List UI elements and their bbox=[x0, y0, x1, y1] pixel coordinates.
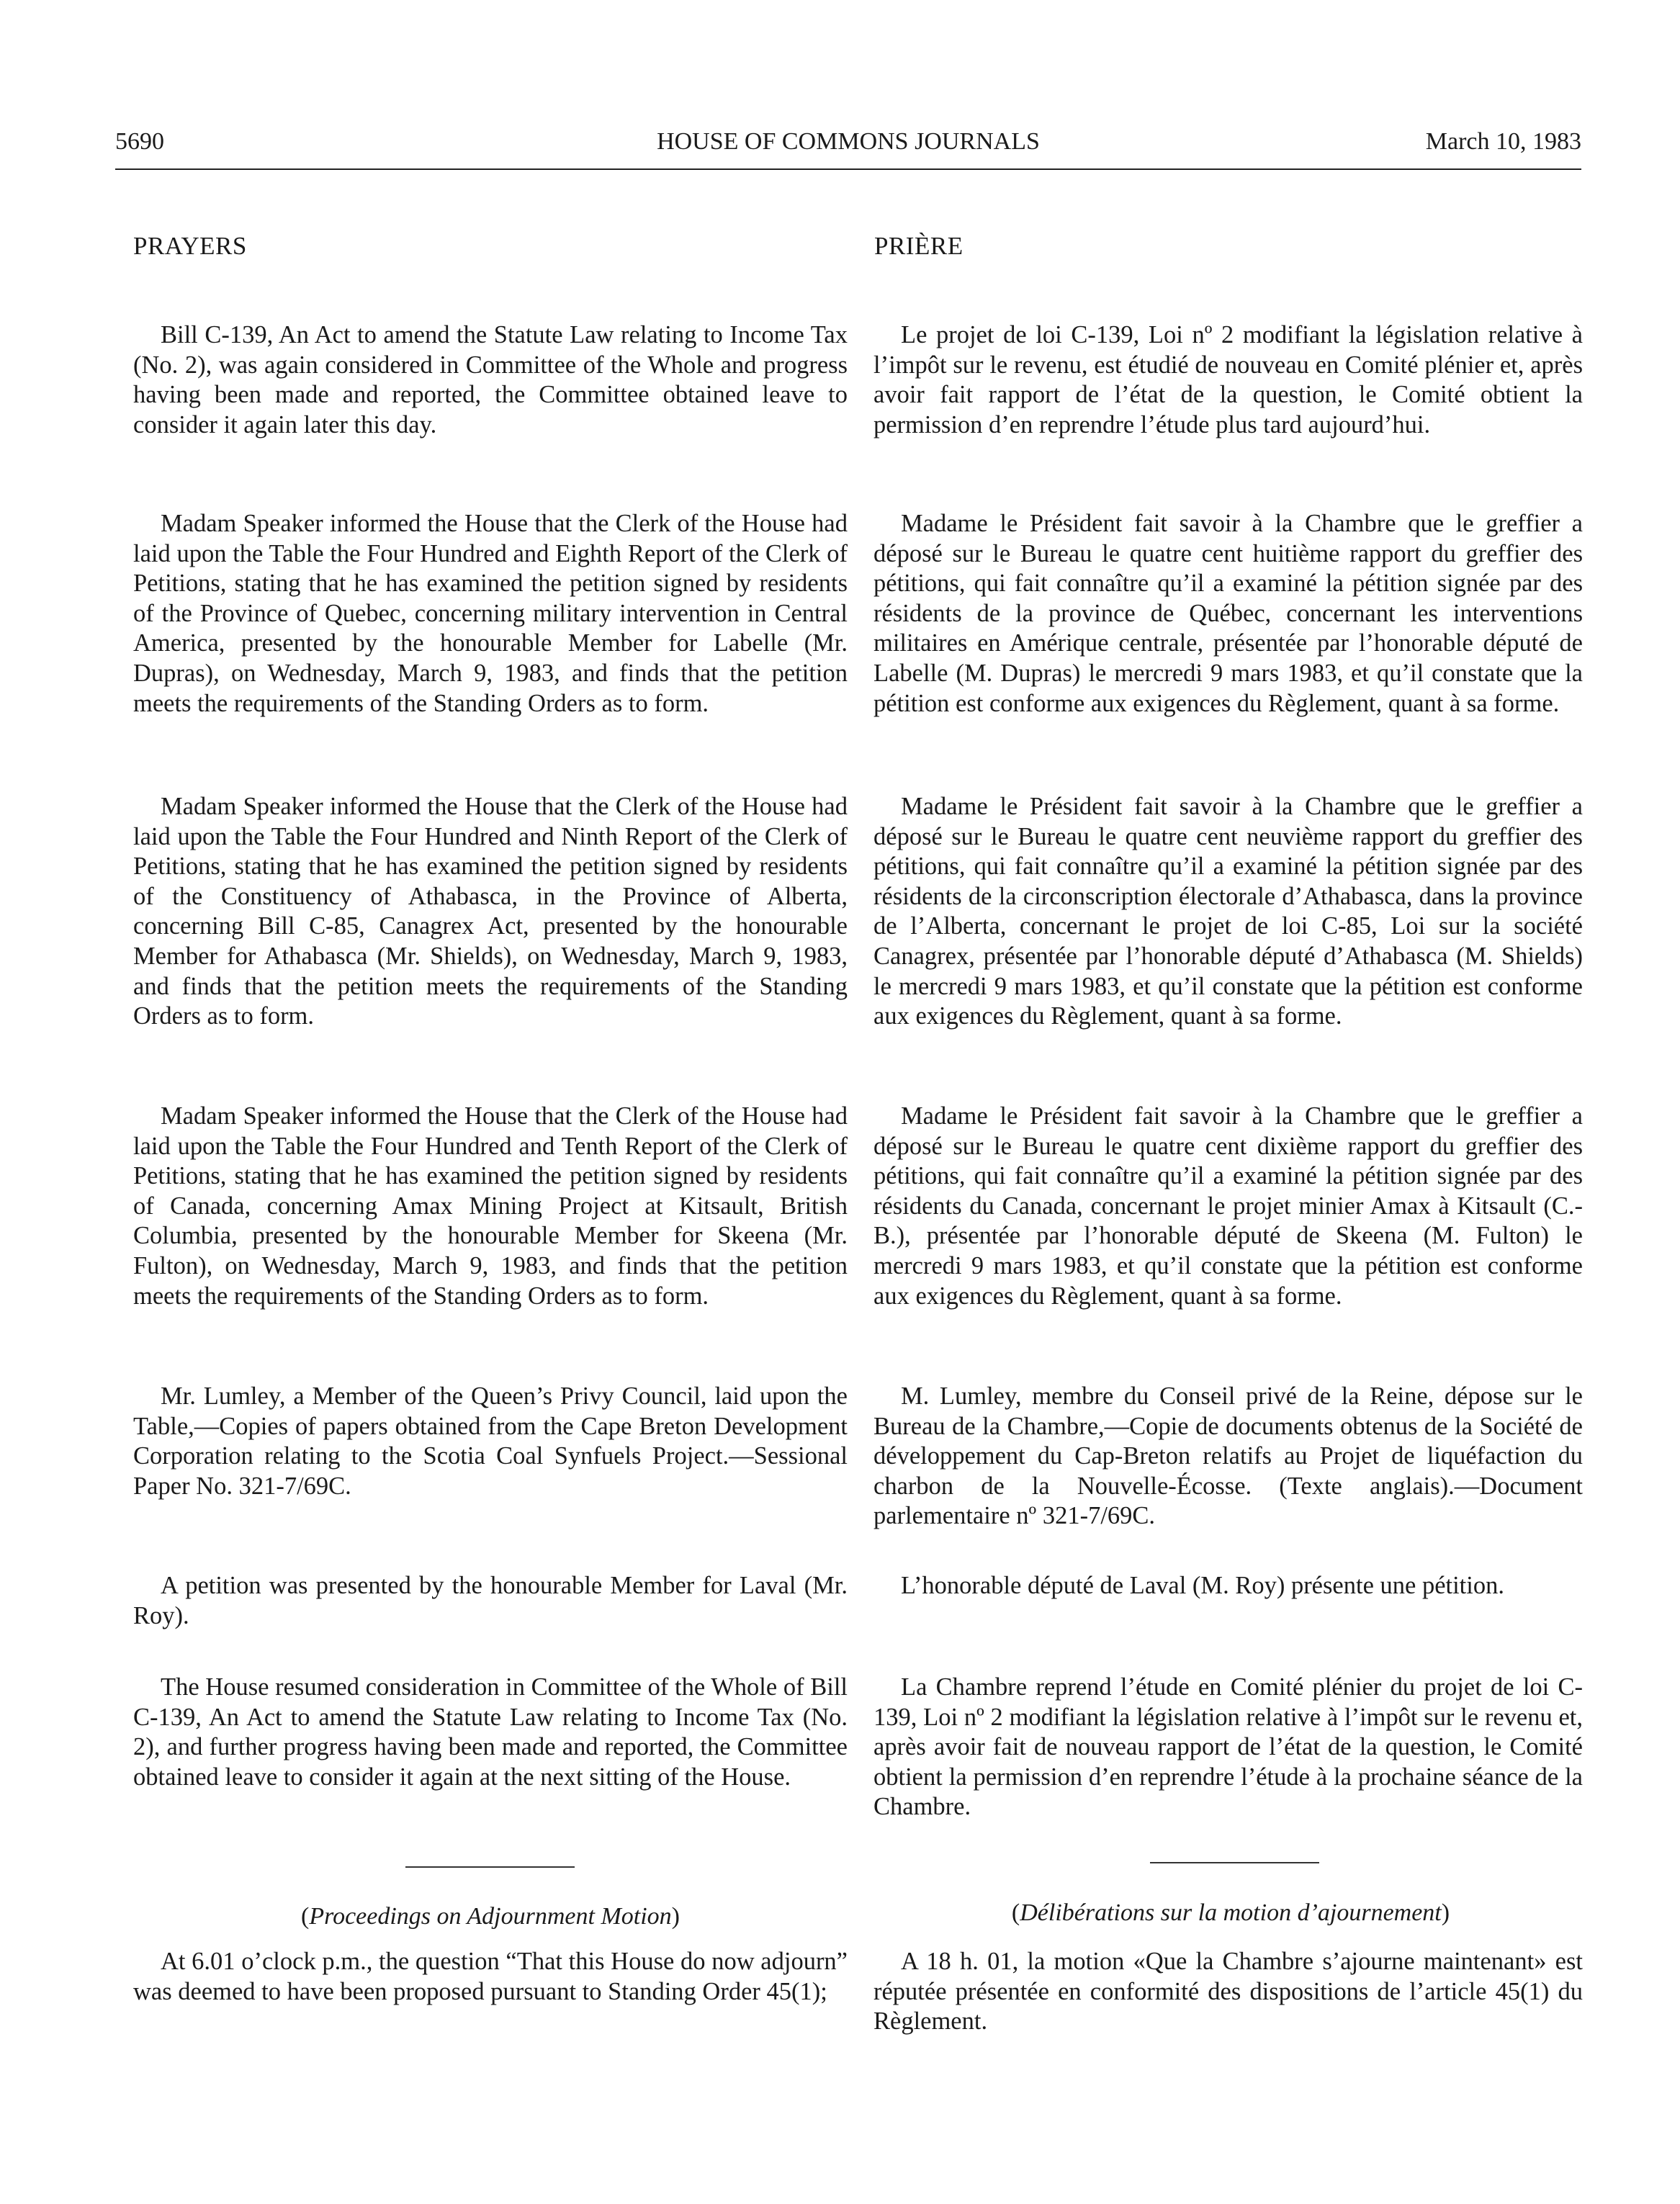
paragraph: Mr. Lumley, a Member of the Queen’s Privy Council, laid upon the Table,—Copies of papers obtained from the Cape Breton Development Corporation relating to the Scotia Coal Synfuels Project.—Sessional Paper No. 321-7/69C. bbox=[133, 1382, 848, 1500]
paragraph: L’honorable député de Laval (M. Roy) présente une pétition. bbox=[901, 1572, 1504, 1599]
paragraph: Le projet de loi C-139, Loi nº 2 modifiant la législation relative à l’impôt sur le revenu, est étudié de nouveau en Comité plénier et, après avoir fait rapport de l’état de la question, le Comité obtient la permission d’en reprendre l’étude plus tard aujourd’hui. bbox=[873, 321, 1583, 438]
journal-title: HOUSE OF COMMONS JOURNALS bbox=[657, 128, 1040, 155]
paragraph: At 6.01 o’clock p.m., the question “That this House do now adjourn” was deemed to have been proposed pursuant to Standing Order 45(1); bbox=[133, 1948, 848, 2005]
paragraph: Madame le Président fait savoir à la Chambre que le greffier a déposé sur le Bureau le quatre cent dixième rapport du greffier des pétitions, qui fait connaître qu’il a examiné la pétition signée par des résidents du Canada, concernant le projet minier Amax à Kitsault (C.-B.), présentée par l’honorable député de Skeena (M. Fulton) le mercredi 9 mars 1983, et qu’il constate que la pétition est conforme aux exigences du Règlement, quant à sa forme. bbox=[873, 1102, 1583, 1310]
section-separator bbox=[405, 1866, 575, 1868]
section-heading: PRAYERS bbox=[133, 232, 247, 260]
paragraph: The House resumed consideration in Committee of the Whole of Bill C-139, An Act to amend the Statute Law relating to Income Tax (No. 2), and further progress having been made and reported, the Committee obtained leave to consider it again at the next sitting of the House. bbox=[133, 1673, 848, 1791]
section-caption: (Délibérations sur la motion d’ajournement) bbox=[1011, 1899, 1450, 1926]
journal-date: March 10, 1983 bbox=[1425, 128, 1581, 155]
paragraph: Madam Speaker informed the House that the Clerk of the House had laid upon the Table the Four Hundred and Eighth Report of the Clerk of Petitions, stating that he has examined the petition signed by residents of the Province of Quebec, concerning military intervention in Central America, presented by the honourable Member for Labelle (Mr. Dupras), on Wednesday, March 9, 1983, and finds that the petition meets the requirements of the Standing Orders as to form. bbox=[133, 510, 848, 717]
paragraph: Bill C-139, An Act to amend the Statute Law relating to Income Tax (No. 2), was again considered in Committee of the Whole and progress having been made and reported, the Committee obtained leave to consider it again later this day. bbox=[133, 321, 848, 438]
paragraph: Madame le Président fait savoir à la Chambre que le greffier a déposé sur le Bureau le quatre cent neuvième rapport du greffier des pétitions, qui fait connaître qu’il a examiné la pétition signée par des résidents de la circonscription électorale d’Athabasca, dans la province de l’Alberta, concernant le projet de loi C-85, Loi sur la société Canagrex, présentée par l’honorable député d’Athabasca (M. Shields) le mercredi 9 mars 1983, et qu’il constate que la pétition est conforme aux exigences du Règlement, quant à sa forme. bbox=[873, 793, 1583, 1030]
page-header bbox=[115, 128, 1581, 171]
section-separator bbox=[1150, 1862, 1319, 1863]
paragraph: A 18 h. 01, la motion «Que la Chambre s’ajourne maintenant» est réputée présentée en conformité des dispositions de l’article 45(1) du Règlement. bbox=[873, 1948, 1583, 2036]
section-heading: PRIÈRE bbox=[874, 232, 963, 260]
section-caption: (Proceedings on Adjournment Motion) bbox=[301, 1903, 680, 1930]
paragraph: Madam Speaker informed the House that the Clerk of the House had laid upon the Table the Four Hundred and Tenth Report of the Clerk of Petitions, stating that he has examined the petition signed by residents of Canada, concerning Amax Mining Project at Kitsault, British Columbia, presented by the honourable Member for Skeena (Mr. Fulton), on Wednesday, March 9, 1983, and finds that the petition meets the requirements of the Standing Orders as to form. bbox=[133, 1102, 848, 1310]
page-number: 5690 bbox=[115, 128, 164, 155]
paragraph: Madam Speaker informed the House that the Clerk of the House had laid upon the Table the Four Hundred and Ninth Report of the Clerk of Petitions, stating that he has examined the petition signed by residents of the Constituency of Athabasca, in the Province of Alberta, concerning Bill C-85, Canagrex Act, presented by the honourable Member for Athabasca (Mr. Shields), on Wednesday, March 9, 1983, and finds that the petition meets the requirements of the Standing Orders as to form. bbox=[133, 793, 848, 1030]
paragraph: Madame le Président fait savoir à la Chambre que le greffier a déposé sur le Bureau le quatre cent huitième rapport du greffier des pétitions, qui fait connaître qu’il a examiné la pétition signée par des résidents de la province de Québec, concernant les interventions militaires en Amérique centrale, présentée par l’honorable député de Labelle (M. Dupras) le mercredi 9 mars 1983, et qu’il constate que la pétition est conforme aux exigences du Règlement, quant à sa forme. bbox=[873, 510, 1583, 717]
header-rule bbox=[115, 168, 1581, 170]
paragraph: La Chambre reprend l’étude en Comité plénier du projet de loi C-139, Loi nº 2 modifiant la législation relative à l’impôt sur le revenu et, après avoir fait de nouveau rapport de l’état de la question, le Comité obtient la permission d’en reprendre l’étude à la prochaine séance de la Chambre. bbox=[873, 1673, 1583, 1821]
paragraph: M. Lumley, membre du Conseil privé de la Reine, dépose sur le Bureau de la Chambre,—Copie de documents obtenus de la Société de développement du Cap-Breton relatifs au Projet de liquéfaction du charbon de la Nouvelle-Écosse. (Texte anglais).—Document parlementaire nº 321-7/69C. bbox=[873, 1382, 1583, 1530]
paragraph: A petition was presented by the honourable Member for Laval (Mr. Roy). bbox=[133, 1572, 848, 1629]
